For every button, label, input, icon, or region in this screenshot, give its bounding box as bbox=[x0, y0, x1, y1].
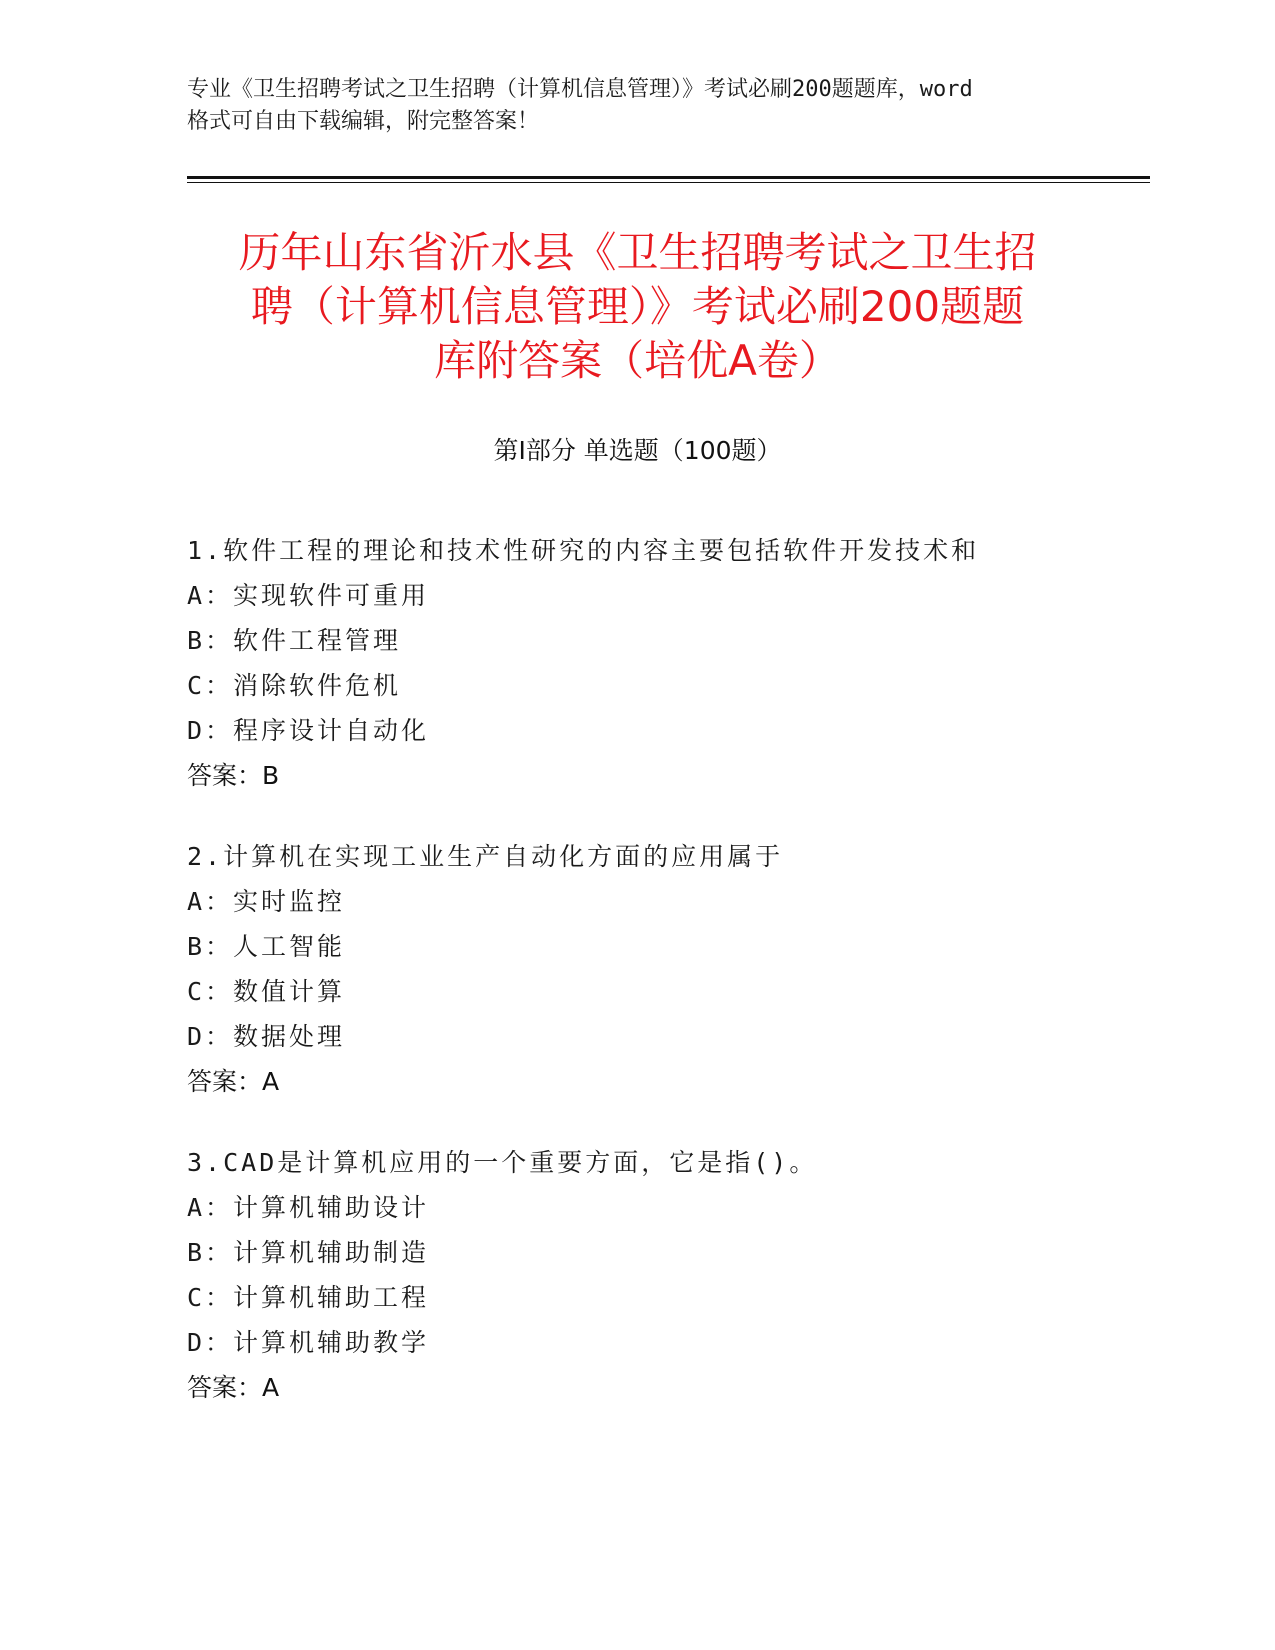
document-title bbox=[180, 226, 1095, 388]
document-title-line-3: 库附答案（培优A卷） bbox=[434, 336, 841, 385]
option-c: C：数值计算 bbox=[187, 977, 346, 1006]
answer: 答案：A bbox=[187, 1373, 280, 1402]
option-d: D：数据处理 bbox=[187, 1022, 346, 1051]
option-d: D：计算机辅助教学 bbox=[187, 1328, 430, 1357]
question-3 bbox=[187, 1140, 1147, 1410]
answer: 答案：A bbox=[187, 1067, 280, 1096]
option-b: B：人工智能 bbox=[187, 932, 346, 961]
question-stem: 1.软件工程的理论和技术性研究的内容主要包括软件开发技术和 bbox=[187, 536, 980, 565]
answer: 答案：B bbox=[187, 761, 280, 790]
option-c: C：计算机辅助工程 bbox=[187, 1283, 430, 1312]
option-a: A：计算机辅助设计 bbox=[187, 1193, 430, 1222]
option-c: C：消除软件危机 bbox=[187, 671, 402, 700]
header-note-line-2: 格式可自由下载编辑，附完整答案！ bbox=[187, 109, 540, 134]
question-stem: 3.CAD是计算机应用的一个重要方面，它是指()。 bbox=[187, 1148, 818, 1177]
question-2 bbox=[187, 834, 1147, 1104]
option-a: A：实时监控 bbox=[187, 887, 346, 916]
question-1 bbox=[187, 528, 1147, 798]
header-divider-thick bbox=[187, 176, 1150, 179]
header-divider-thin bbox=[187, 182, 1150, 183]
header-note bbox=[187, 74, 1087, 138]
section-title: 第I部分 单选题（100题） bbox=[493, 436, 782, 465]
question-stem: 2.计算机在实现工业生产自动化方面的应用属于 bbox=[187, 842, 784, 871]
option-b: B：计算机辅助制造 bbox=[187, 1238, 430, 1267]
document-title-line-1: 历年山东省沂水县《卫生招聘考试之卫生招 bbox=[238, 228, 1037, 277]
option-d: D：程序设计自动化 bbox=[187, 716, 430, 745]
document-title-line-2: 聘（计算机信息管理）》考试必刷200题题 bbox=[250, 282, 1025, 331]
option-a: A：实现软件可重用 bbox=[187, 581, 430, 610]
option-b: B：软件工程管理 bbox=[187, 626, 402, 655]
header-note-line-1: 专业《卫生招聘考试之卫生招聘（计算机信息管理）》考试必刷200题题库，word bbox=[187, 77, 973, 102]
question-list bbox=[187, 528, 1147, 1446]
